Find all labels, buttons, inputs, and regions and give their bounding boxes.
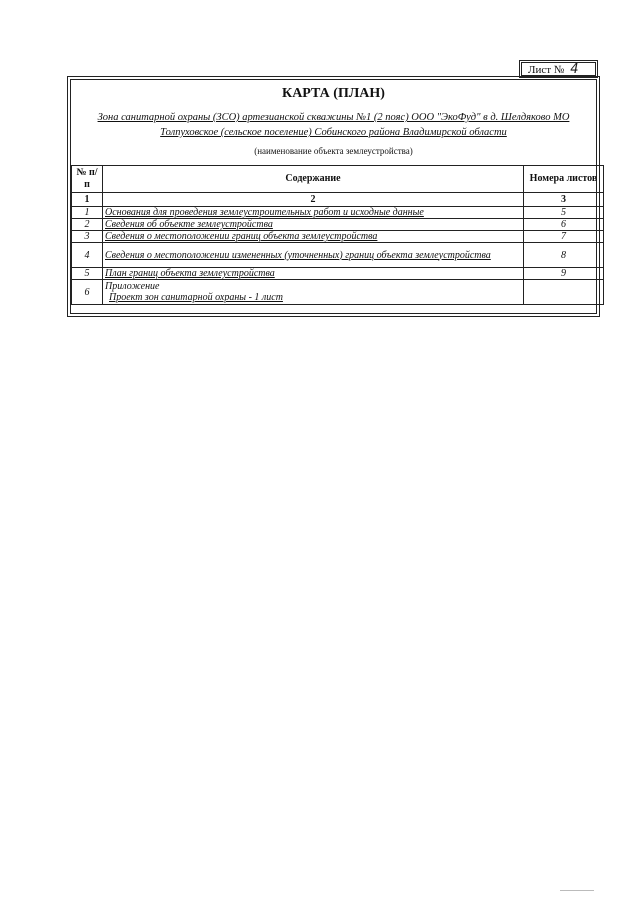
row-content: Сведения об объекте землеустройства: [103, 219, 524, 231]
row-content-appendix: [103, 280, 524, 305]
row-sheets: 6: [524, 219, 604, 231]
row-content: Сведения о местоположении границ объекта землеустройства: [103, 231, 524, 243]
table-row: [72, 219, 604, 231]
row-num: 2: [72, 219, 103, 231]
subject-caption: (наименование объекта землеустройства): [254, 146, 413, 156]
appendix-item: Проект зон санитарной охраны - 1 лист: [109, 292, 283, 303]
row-sheets: 7: [524, 231, 604, 243]
document-frame: [67, 76, 600, 317]
subject-name: Зона санитарной охраны (ЗСО) артезианской скважины №1 (2 пояс) ООО "ЭкоФуд" в д. Шелдяково МО Толпуховское (сельское поселение) Собинского района Владимирской области: [97, 112, 570, 138]
row-sheets: [524, 280, 604, 305]
index-cell: 3: [524, 193, 604, 207]
row-num: 4: [72, 243, 103, 268]
index-cell: 2: [103, 193, 524, 207]
table-index-row: [72, 193, 604, 207]
document-frame-inner: [70, 79, 597, 314]
table-row: [72, 268, 604, 280]
table-header-row: [72, 166, 604, 193]
row-sheets: 9: [524, 268, 604, 280]
row-sheets: 8: [524, 243, 604, 268]
row-num: 1: [72, 207, 103, 219]
header-num: № п/п: [72, 166, 103, 193]
index-cell: 1: [72, 193, 103, 207]
row-num: 5: [72, 268, 103, 280]
document-title: КАРТА (ПЛАН): [282, 86, 385, 101]
row-sheets: 5: [524, 207, 604, 219]
table-row: [72, 207, 604, 219]
header-content: Содержание: [103, 166, 524, 193]
table-row: [72, 280, 604, 305]
header-sheets: Номера листов: [524, 166, 604, 193]
appendix-title: Приложение: [105, 281, 160, 292]
sheet-label: Лист №: [528, 64, 565, 76]
table-row: [72, 231, 604, 243]
row-num: 3: [72, 231, 103, 243]
row-num: 6: [72, 280, 103, 305]
row-content: Сведения о местоположении измененных (уточненных) границ объекта землеустройства: [103, 243, 524, 268]
contents-table: [71, 165, 604, 305]
row-content: План границ объекта землеустройства: [103, 268, 524, 280]
table-row: [72, 243, 604, 268]
corner-mark: [560, 890, 594, 891]
row-content: Основания для проведения землеустроительных работ и исходные данные: [103, 207, 524, 219]
sheet-number: 4: [570, 62, 579, 77]
